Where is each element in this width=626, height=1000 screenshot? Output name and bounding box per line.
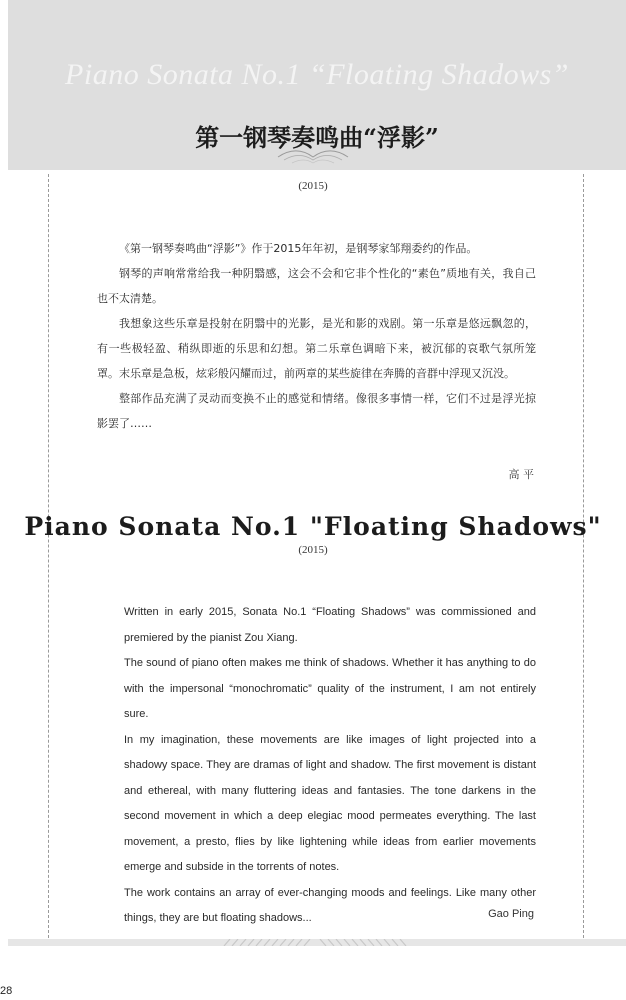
english-paragraph: Written in early 2015, Sonata No.1 “Floating Shadows” was commissioned and premiered by the pianist Zou Xiang. [124,606,536,644]
page-number: 28 [0,985,13,997]
header-title-cn: 第一钢琴奏鸣曲“浮影” [195,123,439,152]
english-paragraph: In my imagination, these movements are like images of light projected into a shadowy space. They are dramas of light and shadow. The first movement is distant and ethereal, with many fluttering ideas and fantasies. The tone darkens in the second movement in which a deep elegiac mood permeates everything. The last movement, a presto, flies by like lightening while ideas from earlier movements emerge and subside in the torrents of notes. [124,733,536,873]
english-signature: Gao Ping [488,908,534,920]
footer-ornament-icon [220,939,410,946]
right-dashed-border [583,174,584,938]
header-title-en: Piano Sonata No.1 “Floating Shadows” [65,58,569,91]
chinese-paragraph: 钢琴的声响常常给我一种阴翳感，这会不会和它非个性化的“素色”质地有关，我自己也不太清楚。 [97,267,536,305]
chinese-year: (2015) [298,180,328,192]
english-paragraph: The work contains an array of ever-changing moods and feelings. Like many other things, they are but floating shadows... [124,886,536,924]
english-paragraph: The sound of piano often makes me think of shadows. Whether it has anything to do with the impersonal “monochromatic” quality of the instrument, I am not entirely sure. [124,657,536,720]
chinese-program-note [97,236,536,436]
chinese-paragraph: 我想象这些乐章是投射在阴翳中的光影，是光和影的戏剧。第一乐章是悠远飘忽的，有一些极轻盈、稍纵即逝的乐思和幻想。第二乐章色调暗下来，被沉郁的哀歌气氛所笼罩。末乐章是急板，炫彩般闪耀而过，前两章的某些旋律在奔腾的音群中浮现又沉没。 [97,317,536,380]
english-program-note [124,600,536,932]
english-title: Piano Sonata No.1 "Floating Shadows" [24,512,602,541]
english-year: (2015) [298,544,328,556]
chinese-paragraph: 整部作品充满了灵动而变换不止的感觉和情绪。像很多事情一样，它们不过是浮光掠影罢了…… [97,392,536,430]
left-dashed-border [48,174,49,938]
chinese-paragraph: 《第一钢琴奏鸣曲“浮影”》作于2015年年初，是钢琴家邹翔委约的作品。 [119,242,478,255]
chinese-signature: 高 平 [508,468,534,481]
header-banner [8,0,626,170]
swirl-ornament-icon [276,148,350,166]
